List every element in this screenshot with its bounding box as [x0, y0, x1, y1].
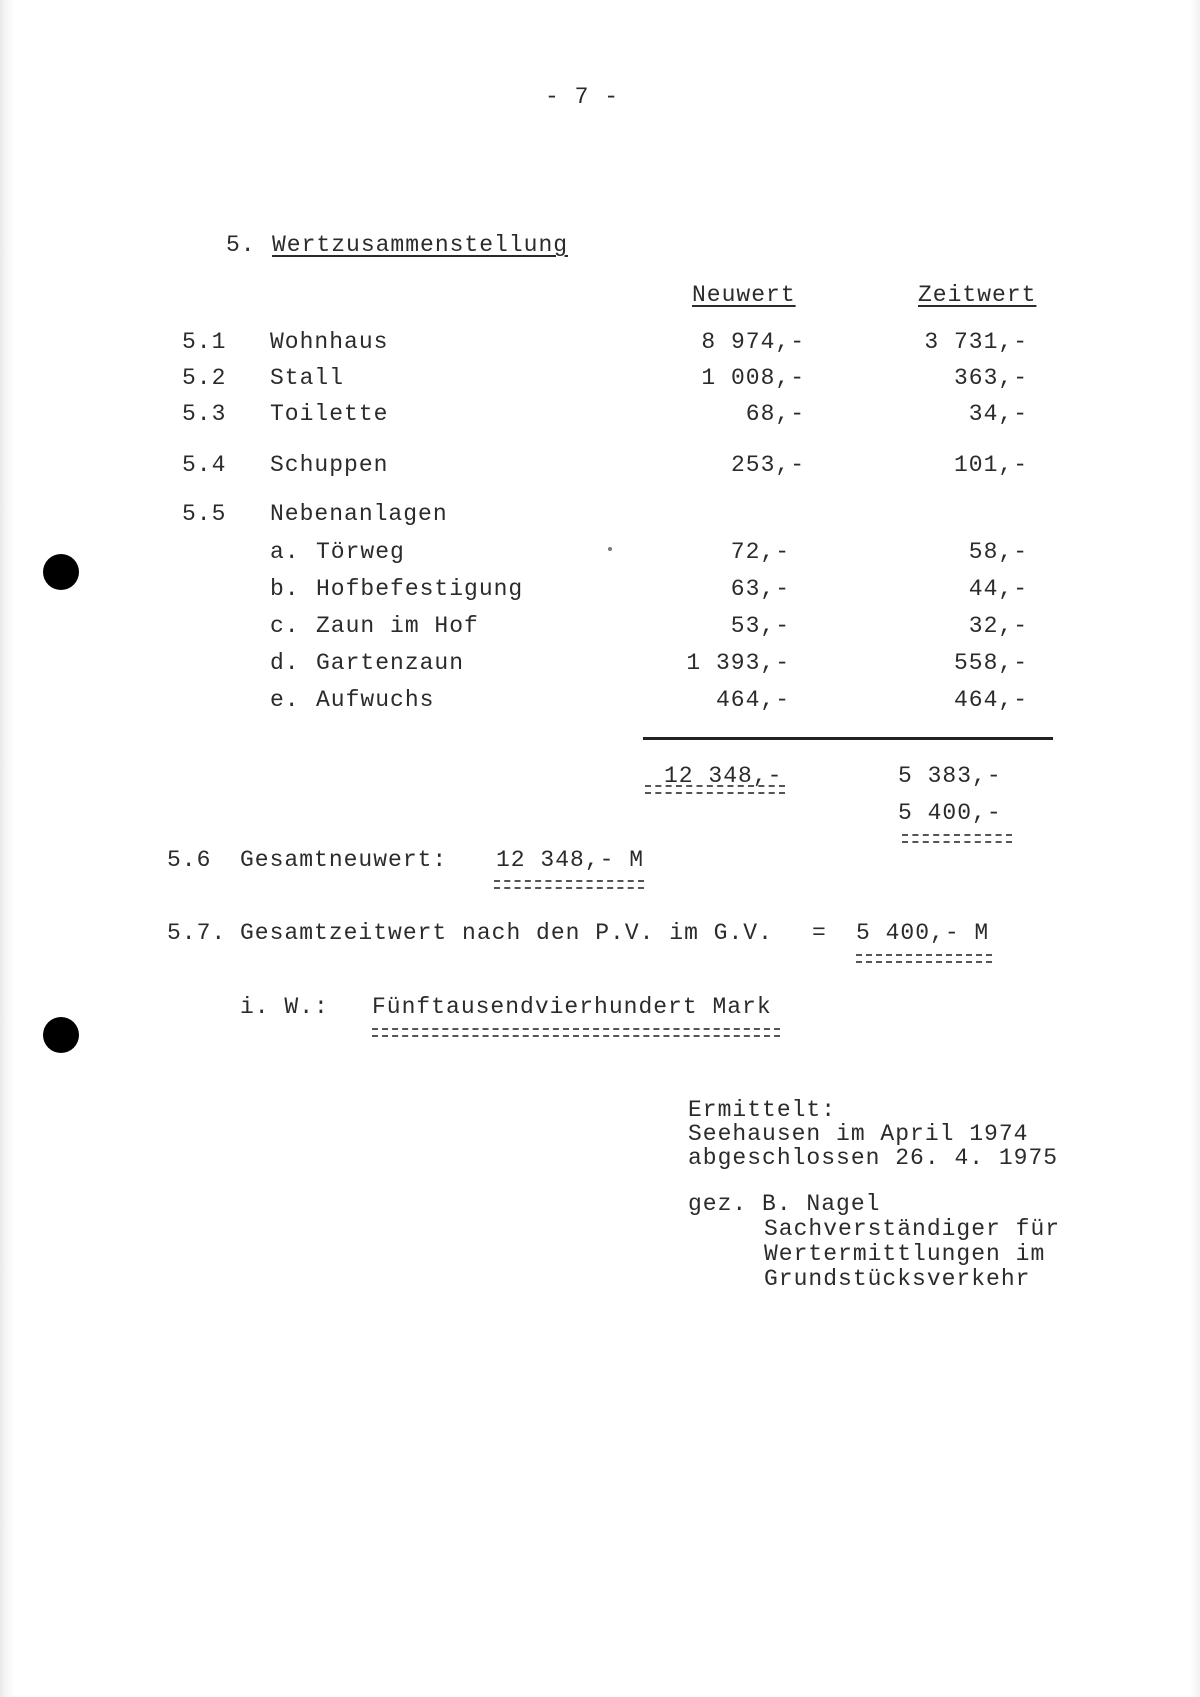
punch-hole — [43, 1017, 79, 1053]
subitem-current-value: 58,- — [968, 539, 1028, 565]
double-underline — [645, 785, 785, 794]
item-number: 5.2 — [182, 365, 227, 391]
place-date: Seehausen im April 1974 — [688, 1121, 1029, 1147]
item-new-value: 68,- — [745, 401, 805, 427]
subitem-letter: c. — [270, 613, 300, 639]
item-current-value: 101,- — [953, 452, 1028, 478]
signer-role-line-1: Sachverständiger für — [764, 1216, 1061, 1242]
subitem-letter: a. — [270, 539, 300, 565]
subitem-new-value: 1 393,- — [686, 650, 790, 676]
in-words-value: Fünftausendvierhundert Mark — [372, 994, 772, 1020]
subitem-letter: d. — [270, 650, 300, 676]
double-underline — [372, 1028, 780, 1037]
item-label: Wohnhaus — [270, 329, 389, 355]
subitem-current-value: 464,- — [953, 687, 1028, 713]
column-header-zeitwert: Zeitwert — [918, 282, 1037, 308]
total-new-amount: 12 348,- M — [496, 847, 645, 873]
total-current-value: 5 383,- — [898, 763, 1002, 789]
item-number: 5.1 — [182, 329, 227, 355]
punch-hole — [43, 554, 79, 590]
signer-role-line-3: Grundstücksverkehr — [764, 1266, 1031, 1292]
item-label: Nebenanlagen — [270, 501, 448, 527]
total-current-amount: 5 400,- M — [856, 920, 990, 946]
in-words-label: i. W.: — [240, 994, 329, 1020]
subitem-label: Törweg — [316, 539, 405, 565]
total-new-value: 12 348,- — [664, 763, 783, 789]
subitem-new-value: 63,- — [730, 576, 790, 602]
item-number: 5.3 — [182, 401, 227, 427]
section-title: Wertzusammenstellung — [272, 232, 569, 258]
total-new-label: Gesamtneuwert: — [240, 847, 448, 873]
item-new-value: 1 008,- — [701, 365, 805, 391]
item-current-value: 3 731,- — [924, 329, 1028, 355]
subitem-current-value: 558,- — [953, 650, 1028, 676]
subitem-current-value: 44,- — [968, 576, 1028, 602]
sum-rule — [643, 737, 1053, 740]
subitem-letter: e. — [270, 687, 300, 713]
column-header-neuwert: Neuwert — [692, 282, 796, 308]
total-current-rounded: 5 400,- — [898, 800, 1002, 826]
signer-role-line-2: Wertermittlungen im — [764, 1241, 1046, 1267]
item-number: 5.5 — [182, 501, 227, 527]
closed-date: abgeschlossen 26. 4. 1975 — [688, 1145, 1059, 1171]
equals-sign: = — [812, 920, 827, 946]
item-number: 5.4 — [182, 452, 227, 478]
item-current-value: 34,- — [968, 401, 1028, 427]
page-number: - 7 - — [545, 84, 620, 110]
total-new-number: 5.6 — [167, 847, 212, 873]
subitem-new-value: 53,- — [730, 613, 790, 639]
determined-label: Ermittelt: — [688, 1097, 837, 1123]
signed-by: gez. B. Nagel — [688, 1191, 881, 1217]
item-label: Toilette — [270, 401, 389, 427]
item-current-value: 363,- — [953, 365, 1028, 391]
double-underline — [856, 954, 992, 963]
subitem-label: Gartenzaun — [316, 650, 465, 676]
subitem-label: Hofbefestigung — [316, 576, 524, 602]
total-current-number: 5.7. — [167, 920, 227, 946]
item-label: Stall — [270, 365, 345, 391]
double-underline — [902, 834, 1012, 843]
subitem-current-value: 32,- — [968, 613, 1028, 639]
double-underline — [494, 880, 644, 889]
subitem-new-value: 72,- — [730, 539, 790, 565]
subitem-letter: b. — [270, 576, 300, 602]
item-new-value: 8 974,- — [701, 329, 805, 355]
section-number: 5. — [226, 232, 256, 258]
subitem-label: Aufwuchs — [316, 687, 435, 713]
subitem-new-value: 464,- — [715, 687, 790, 713]
item-new-value: 253,- — [730, 452, 805, 478]
item-label: Schuppen — [270, 452, 389, 478]
subitem-label: Zaun im Hof — [316, 613, 479, 639]
total-current-label: Gesamtzeitwert nach den P.V. im G.V. — [240, 920, 773, 946]
